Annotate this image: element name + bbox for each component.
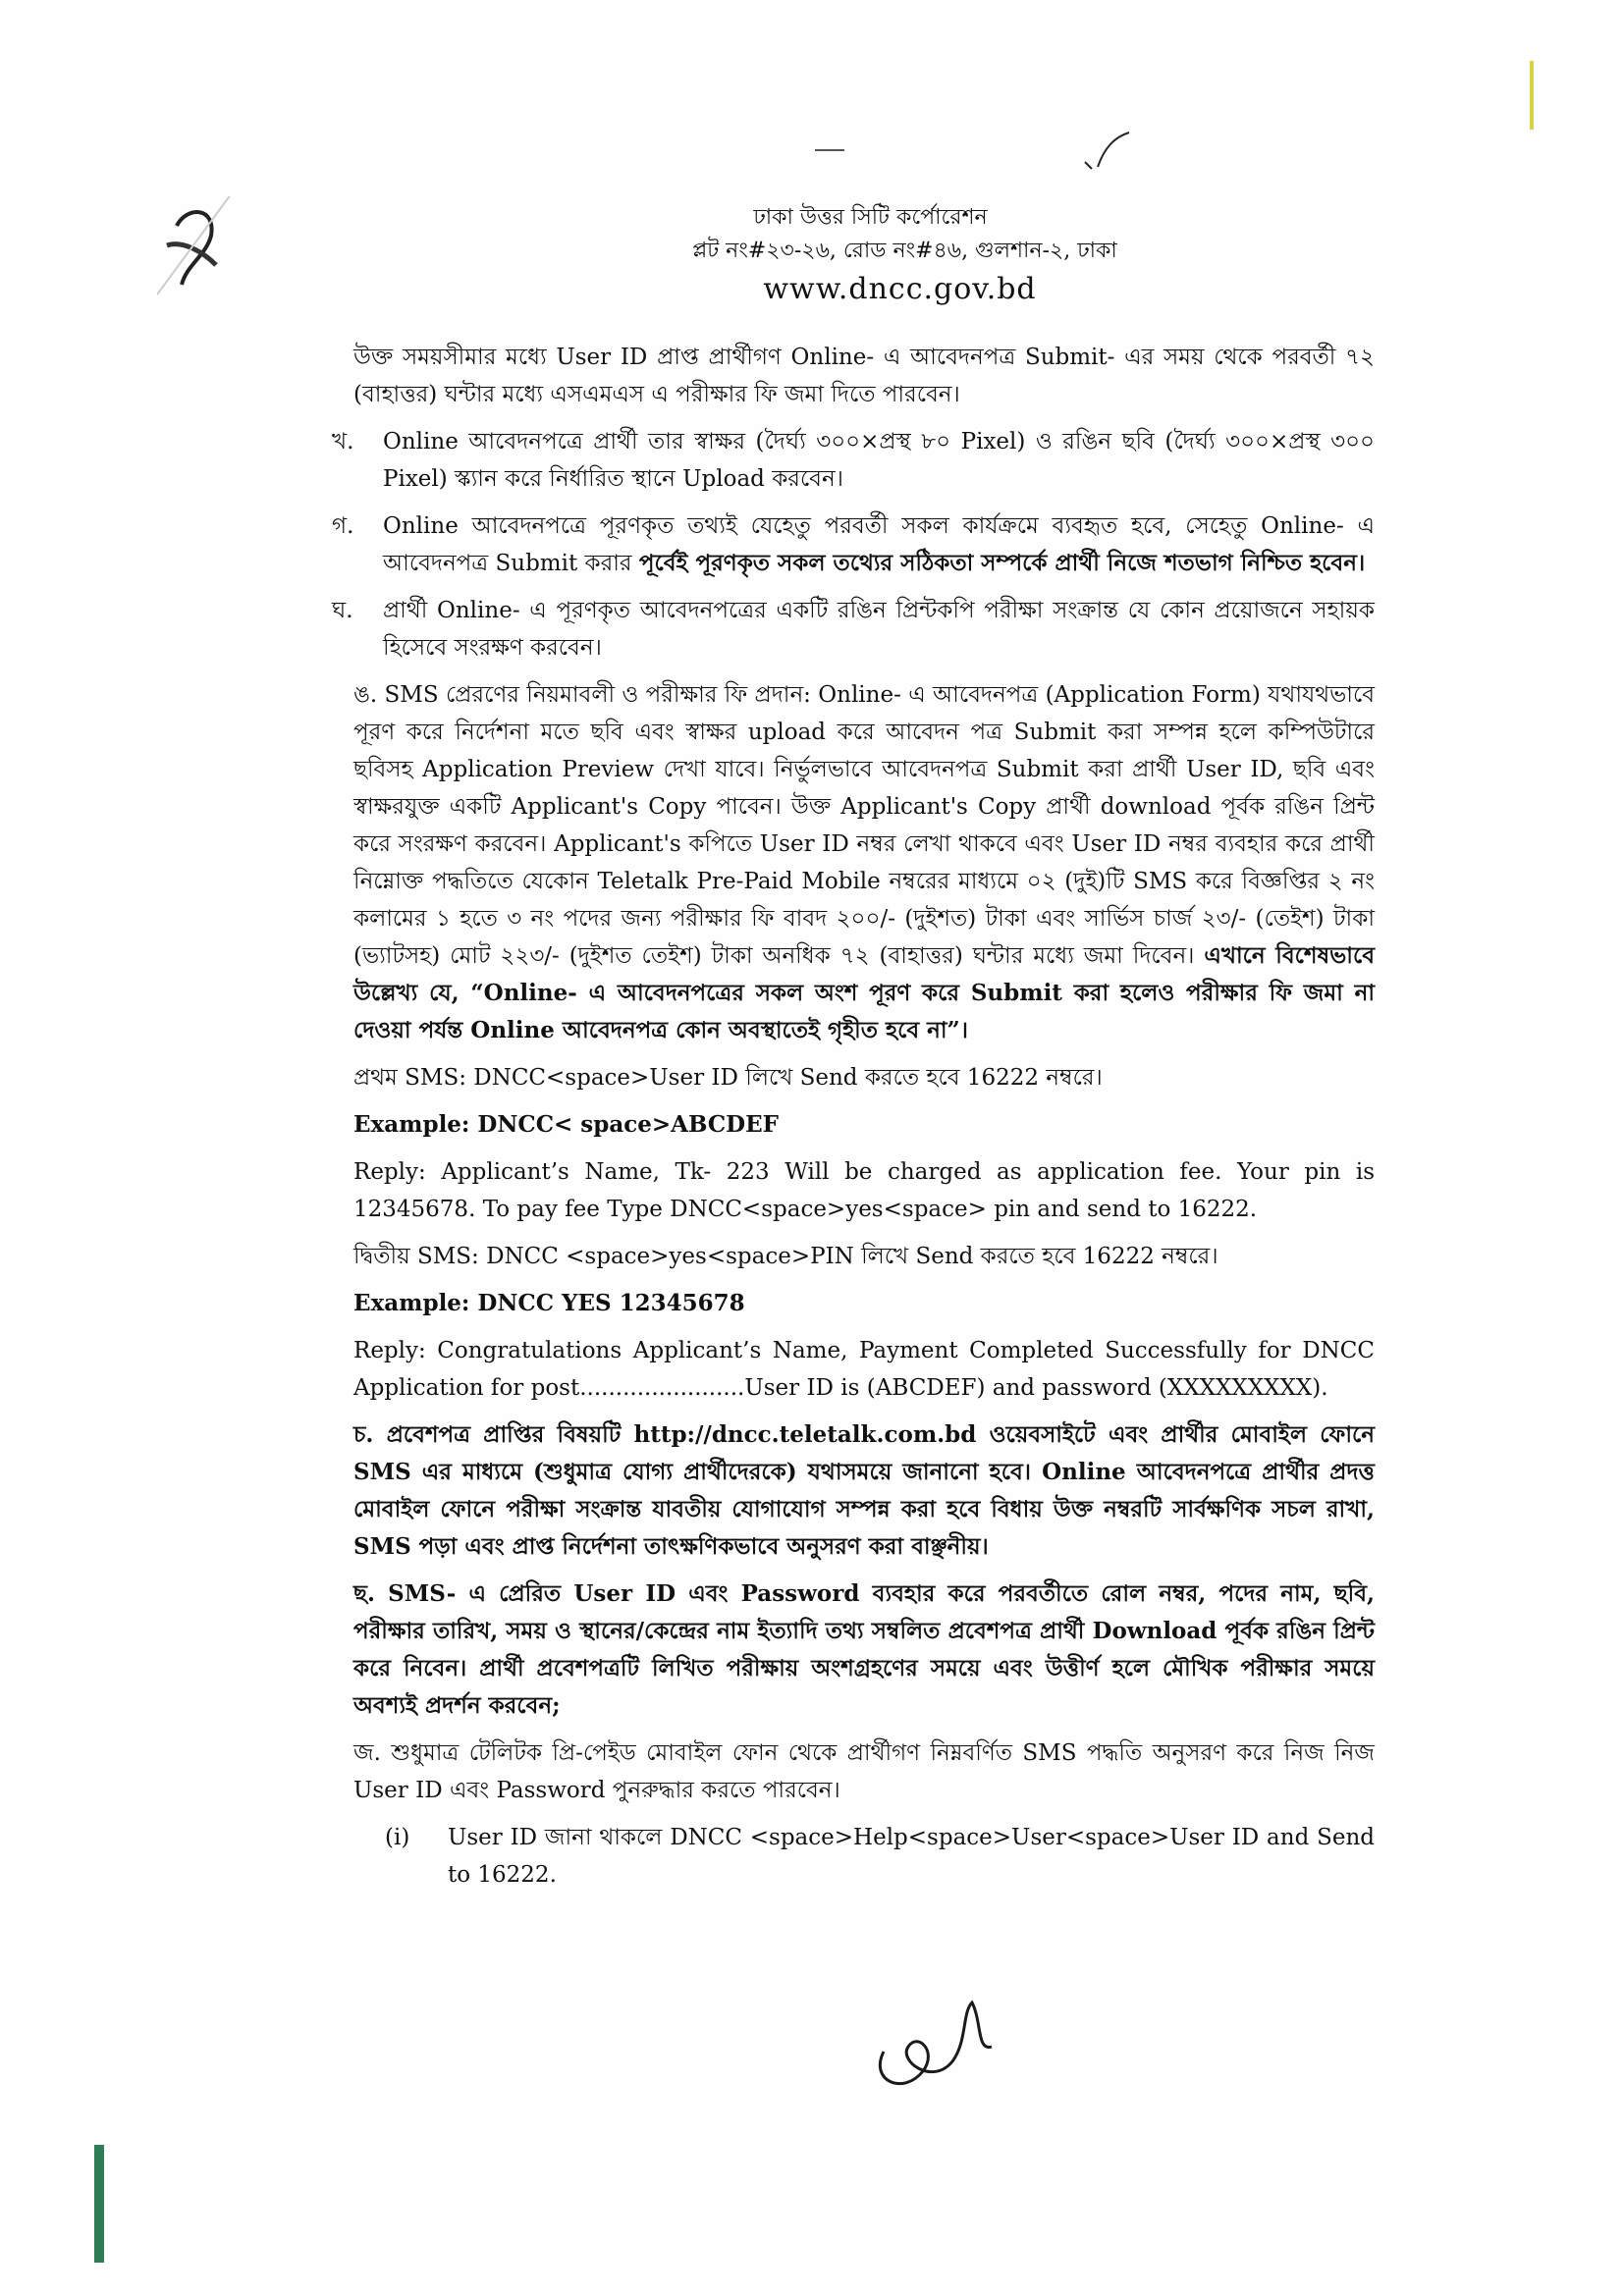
organization-name: ঢাকা উত্তর সিটি কর্পোরেশন bbox=[753, 205, 988, 230]
organization-address: প্লট নং#২৩-২৬, রোড নং#৪৬, গুলশান-২, ঢাকা bbox=[692, 239, 1117, 263]
sms-reply-2: Reply: Congratulations Applicant’s Name, Payment Completed Successfully for DNCC Application for post.......................User ID is (ABCDEF) and password (XXXXXXXXX). bbox=[353, 1338, 1375, 1401]
sms-example-1: Example: DNCC< space>ABCDEF bbox=[353, 1111, 779, 1138]
sms-second: দ্বিতীয় SMS: DNCC <space>yes<space>PIN লিখে Send করতে হবে 16222 নম্বরে। bbox=[353, 1244, 1218, 1269]
edge-highlight-mark bbox=[1530, 61, 1534, 130]
item-marker: ছ. bbox=[353, 1580, 375, 1607]
item-marker: চ. bbox=[353, 1421, 374, 1448]
item-text: Online আবেদনপত্রে পূরণকৃত তথ্যই যেহেতু পরবর্তী সকল কার্যক্রমে ব্যবহৃত হবে, সেহেতু Online- এ আবেদনপত্র Submit করার bbox=[383, 513, 1375, 576]
item-text: SMS- এ প্রেরিত User ID এবং Password ব্যবহার করে পরবর্তীতে রোল নম্বর, পদের নাম, ছবি, পরীক্ষার তারিখ, সময় ও স্থানের/কেন্দ্রের নাম ইত্যাদি তথ্য সম্বলিত প্রবেশপত্র প্রার্থী Download পূর্বক রঙিন প্রিন্ট করে নিবেন। প্রার্থী প্রবেশপত্রটি লিখিত পরীক্ষায় অংশগ্রহণের সময়ে এবং উত্তীর্ণ হলে মৌখিক পরীক্ষার সময়ে অবশ্যই প্রদর্শন করবেন; bbox=[353, 1580, 1375, 1719]
item-gha bbox=[332, 592, 1375, 667]
item-marker: জ. bbox=[353, 1740, 381, 1766]
item-marker: খ. bbox=[332, 429, 354, 454]
item-text: শুধুমাত্র টেলিটক প্রি-পেইড মোবাইল ফোন থেকে প্রার্থীগণ নিম্নবর্ণিত SMS পদ্ধতি অনুসরণ করে নিজ নিজ User ID এবং Password পুনরুদ্ধার করতে পারবেন। bbox=[353, 1740, 1375, 1803]
organization-website: www.dncc.gov.bd bbox=[763, 272, 1037, 306]
item-text-emphasis: এখানে বিশেষভাবে উল্লেখ্য যে, “Online- এ আবেদনপত্রের সকল অংশ পূরণ করে Submit করা হলেও পরীক্ষার ফি জমা না দেওয়া পর্যন্ত Online আবেদনপত্র কোন অবস্থাতেই গৃহীত হবে না”। bbox=[353, 942, 1375, 1043]
item-i bbox=[353, 1819, 1375, 1894]
edge-scan-mark bbox=[94, 2145, 104, 2263]
item-marker: ঘ. bbox=[332, 598, 353, 623]
item-text: প্রবেশপত্র প্রাপ্তির বিষয়টি http://dncc.teletalk.com.bd ওয়েবসাইটে এবং প্রার্থীর মোবাইল ফোনে SMS এর মাধ্যমে (শুধুমাত্র যোগ্য প্রার্থীদেরকে) যথাসময়ে জানানো হবে। Online আবেদনপত্রে প্রার্থীর প্রদত্ত মোবাইল ফোনে পরীক্ষা সংক্রান্ত যাবতীয় যোগাযোগ সম্পন্ন করা হবে বিধায় উক্ত নম্বরটি সার্বক্ষণিক সচল রাখা, SMS পড়া এবং প্রাপ্ত নির্দেশনা তাৎক্ষণিকভাবে অনুসরণ করা বাঞ্ছনীয়। bbox=[353, 1421, 1376, 1560]
scan-mark bbox=[815, 149, 844, 151]
paragraph-intro: উক্ত সময়সীমার মধ্যে User ID প্রাপ্ত প্রার্থীগণ Online- এ আবেদনপত্র Submit- এর সময় থেকে পরবর্তী ৭২ (বাহাত্তর) ঘন্টার মধ্যে এসএমএস এ পরীক্ষার ফি জমা দিতে পারবেন। bbox=[353, 345, 1375, 407]
item-uma bbox=[353, 676, 1375, 1049]
item-marker: গ. bbox=[332, 513, 354, 539]
letterhead bbox=[0, 201, 1623, 311]
item-chha bbox=[353, 1575, 1375, 1725]
item-text: প্রার্থী Online- এ পূরণকৃত আবেদনপত্রের একটি রঙিন প্রিন্টকপি পরীক্ষা সংক্রান্ত যে কোন প্রয়োজনে সহায়ক হিসেবে সংরক্ষণ করবেন। bbox=[383, 598, 1375, 661]
sms-reply-1: Reply: Applicant’s Name, Tk- 223 Will be charged as application fee. Your pin is 12345678. To pay fee Type DNCC<space>yes<space> pin and send to 16222. bbox=[353, 1159, 1375, 1222]
item-ga bbox=[332, 507, 1375, 582]
item-ja bbox=[353, 1735, 1375, 1809]
handwritten-signature bbox=[864, 1993, 1011, 2101]
sms-example-2: Example: DNCC YES 12345678 bbox=[353, 1290, 745, 1316]
item-marker: ঙ. bbox=[353, 682, 378, 708]
item-kha bbox=[332, 423, 1375, 498]
item-marker: (i) bbox=[385, 1825, 410, 1850]
document-body bbox=[332, 339, 1376, 1903]
item-cha bbox=[353, 1416, 1375, 1566]
sms-first: প্রথম SMS: DNCC<space>User ID লিখে Send করতে হবে 16222 নম্বরে। bbox=[353, 1065, 1103, 1091]
item-text-emphasis: পূর্বেই পূরণকৃত সকল তথ্যের সঠিকতা সম্পর্কে প্রার্থী নিজে শতভাগ নিশ্চিত হবেন। bbox=[638, 550, 1366, 576]
item-text: Online আবেদনপত্রে প্রার্থী তার স্বাক্ষর (দৈর্ঘ্য ৩০০×প্রস্থ ৮০ Pixel) ও রঙিন ছবি (দৈর্ঘ্য ৩০০×প্রস্থ ৩০০ Pixel) স্ক্যান করে নির্ধারিত স্থানে Upload করবেন। bbox=[383, 429, 1375, 492]
tick-mark-icon bbox=[1080, 128, 1139, 177]
item-text: SMS প্রেরণের নিয়মাবলী ও পরীক্ষার ফি প্রদান: Online- এ আবেদনপত্র (Application Form) যথাযথভাবে পূরণ করে নির্দেশনা মতে ছবি এবং স্বাক্ষর upload করে আবেদন পত্র Submit করা সম্পন্ন হলে কম্পিউটারে ছবিসহ Application Preview দেখা যাবে। নির্ভুলভাবে আবেদনপত্র Submit করা প্রার্থী User ID, ছবি এবং স্বাক্ষরযুক্ত একটি Applicant's Copy পাবেন। উক্ত Applicant's Copy প্রার্থী download পূর্বক রঙিন প্রিন্ট করে সংরক্ষণ করবেন। Applicant's কপিতে User ID নম্বর লেখা থাকবে এবং User ID নম্বর ব্যবহার করে প্রার্থী নিম্নোক্ত পদ্ধতিতে যেকোন Teletalk Pre-Paid Mobile নম্বরের মাধ্যমে ০২ (দুই)টি SMS করে বিজ্ঞপ্তির ২ নং কলামের ১ হতে ৩ নং পদের জন্য পরীক্ষার ফি বাবদ ২০০/- (দুইশত) টাকা এবং সার্ভিস চার্জ ২৩/- (তেইশ) টাকা (ভ্যাটসহ) মোট ২২৩/- (দুইশত তেইশ) টাকা অনধিক ৭২ (বাহাত্তর) ঘন্টার মধ্যে জমা দিবেন। bbox=[353, 682, 1375, 969]
item-text: User ID জানা থাকলে DNCC <space>Help<space>User<space>User ID and Send to 16222. bbox=[448, 1825, 1375, 1888]
